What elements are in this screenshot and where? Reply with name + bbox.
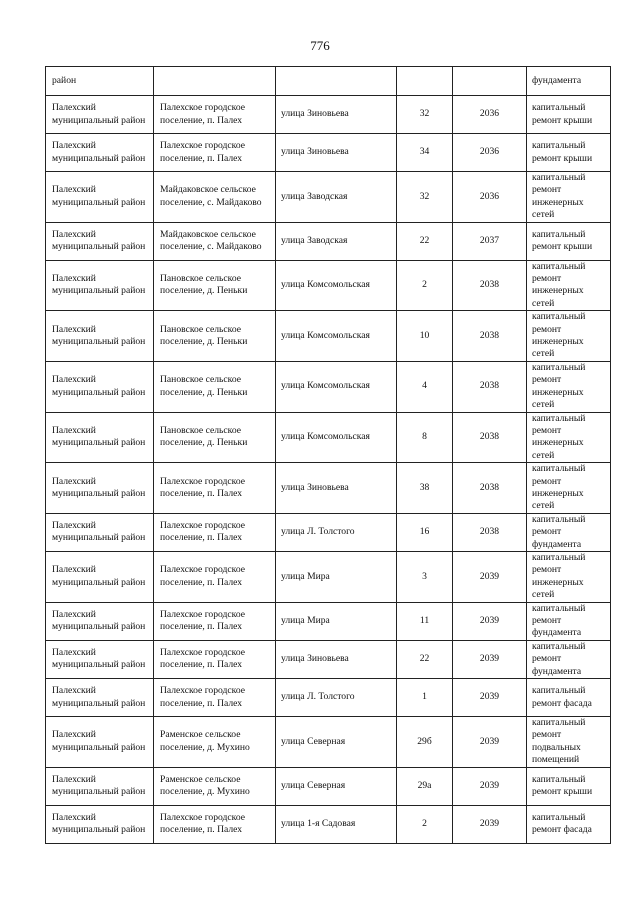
cell-settlement: Палехское городское поселение, п. Палех [154,96,276,134]
cell-settlement: Майдаковское сельское поселение, с. Майдаково [154,222,276,260]
cell-house-number: 22 [397,222,453,260]
cell-district: Палехский муниципальный район [46,96,154,134]
cell-street: улица Зиновьева [276,640,397,678]
cell-district: Палехский муниципальный район [46,551,154,602]
cell-year: 2039 [453,805,527,843]
cell-street: улица 1-я Садовая [276,805,397,843]
cell-house-number: 38 [397,463,453,514]
cell-year: 2039 [453,679,527,717]
cell-settlement [154,67,276,96]
cell-year [453,67,527,96]
cell-house-number: 32 [397,96,453,134]
cell-settlement: Пановское сельское поселение, д. Пеньки [154,311,276,362]
cell-settlement: Майдаковское сельское поселение, с. Майдаково [154,172,276,223]
table-row [46,361,611,412]
cell-street: улица Мира [276,602,397,640]
cell-work-type: капитальный ремонт инженерных сетей [527,412,611,463]
cell-street: улица Зиновьева [276,463,397,514]
cell-district: Палехский муниципальный район [46,602,154,640]
cell-year: 2038 [453,260,527,311]
cell-year: 2038 [453,361,527,412]
cell-house-number: 29б [397,717,453,768]
table-body [46,67,611,844]
cell-settlement: Палехское городское поселение, п. Палех [154,805,276,843]
cell-work-type: капитальный ремонт крыши [527,222,611,260]
cell-street: улица Северная [276,717,397,768]
cell-district: Палехский муниципальный район [46,640,154,678]
cell-year: 2039 [453,767,527,805]
cell-street: улица Комсомольская [276,311,397,362]
cell-settlement: Палехское городское поселение, п. Палех [154,134,276,172]
cell-house-number: 10 [397,311,453,362]
cell-year: 2039 [453,551,527,602]
cell-house-number: 4 [397,361,453,412]
cell-street: улица Северная [276,767,397,805]
table-row [46,551,611,602]
cell-settlement: Палехское городское поселение, п. Палех [154,551,276,602]
cell-work-type: капитальный ремонт инженерных сетей [527,463,611,514]
cell-house-number [397,67,453,96]
cell-settlement: Раменское сельское поселение, д. Мухино [154,767,276,805]
cell-work-type: капитальный ремонт фундамента [527,640,611,678]
cell-work-type: капитальный ремонт инженерных сетей [527,361,611,412]
cell-work-type: капитальный ремонт инженерных сетей [527,551,611,602]
housing-repair-table [45,66,611,844]
cell-street: улица Комсомольская [276,361,397,412]
cell-district: Палехский муниципальный район [46,513,154,551]
cell-house-number: 29а [397,767,453,805]
cell-settlement: Палехское городское поселение, п. Палех [154,463,276,514]
cell-settlement: Раменское сельское поселение, д. Мухино [154,717,276,768]
cell-settlement: Палехское городское поселение, п. Палех [154,602,276,640]
cell-year: 2036 [453,96,527,134]
cell-work-type: капитальный ремонт инженерных сетей [527,311,611,362]
cell-house-number: 8 [397,412,453,463]
page-number: 776 [310,38,330,53]
cell-street: улица Комсомольская [276,260,397,311]
cell-year: 2036 [453,172,527,223]
cell-district: Палехский муниципальный район [46,412,154,463]
table-row [46,96,611,134]
cell-street [276,67,397,96]
cell-year: 2038 [453,513,527,551]
cell-district: Палехский муниципальный район [46,311,154,362]
table-row [46,640,611,678]
cell-street: улица Зиновьева [276,134,397,172]
cell-work-type: капитальный ремонт фундамента [527,602,611,640]
cell-house-number: 1 [397,679,453,717]
table-row [46,805,611,843]
cell-year: 2038 [453,463,527,514]
cell-district: Палехский муниципальный район [46,134,154,172]
cell-year: 2039 [453,717,527,768]
cell-work-type: капитальный ремонт фасада [527,805,611,843]
table-row [46,602,611,640]
table-row [46,412,611,463]
cell-year: 2038 [453,311,527,362]
cell-house-number: 2 [397,260,453,311]
cell-settlement: Пановское сельское поселение, д. Пеньки [154,260,276,311]
cell-year: 2038 [453,412,527,463]
cell-district: район [46,67,154,96]
cell-district: Палехский муниципальный район [46,717,154,768]
table-row-continued [46,67,611,96]
cell-district: Палехский муниципальный район [46,767,154,805]
cell-year: 2036 [453,134,527,172]
cell-work-type: капитальный ремонт фасада [527,679,611,717]
cell-house-number: 22 [397,640,453,678]
cell-work-type: капитальный ремонт крыши [527,96,611,134]
table-row [46,767,611,805]
cell-settlement: Пановское сельское поселение, д. Пеньки [154,361,276,412]
cell-work-type: капитальный ремонт инженерных сетей [527,260,611,311]
cell-work-type: капитальный ремонт крыши [527,134,611,172]
cell-street: улица Заводская [276,172,397,223]
cell-street: улица Л. Толстого [276,513,397,551]
cell-district: Палехский муниципальный район [46,172,154,223]
cell-house-number: 16 [397,513,453,551]
cell-street: улица Мира [276,551,397,602]
cell-house-number: 2 [397,805,453,843]
cell-district: Палехский муниципальный район [46,361,154,412]
table-row [46,134,611,172]
cell-street: улица Заводская [276,222,397,260]
cell-house-number: 3 [397,551,453,602]
table-row [46,260,611,311]
cell-work-type: фундамента [527,67,611,96]
cell-house-number: 32 [397,172,453,223]
cell-year: 2039 [453,640,527,678]
table-row [46,222,611,260]
cell-work-type: капитальный ремонт крыши [527,767,611,805]
cell-district: Палехский муниципальный район [46,463,154,514]
cell-street: улица Л. Толстого [276,679,397,717]
cell-settlement: Пановское сельское поселение, д. Пеньки [154,412,276,463]
cell-district: Палехский муниципальный район [46,222,154,260]
table-row [46,172,611,223]
cell-settlement: Палехское городское поселение, п. Палех [154,679,276,717]
cell-street: улица Зиновьева [276,96,397,134]
cell-district: Палехский муниципальный район [46,679,154,717]
cell-work-type: капитальный ремонт фундамента [527,513,611,551]
table-row [46,463,611,514]
table-row [46,311,611,362]
cell-settlement: Палехское городское поселение, п. Палех [154,640,276,678]
cell-year: 2039 [453,602,527,640]
cell-house-number: 11 [397,602,453,640]
table-row [46,679,611,717]
cell-work-type: капитальный ремонт инженерных сетей [527,172,611,223]
cell-year: 2037 [453,222,527,260]
cell-house-number: 34 [397,134,453,172]
cell-work-type: капитальный ремонт подвальных помещений [527,717,611,768]
table-row [46,717,611,768]
cell-settlement: Палехское городское поселение, п. Палех [154,513,276,551]
cell-district: Палехский муниципальный район [46,805,154,843]
cell-district: Палехский муниципальный район [46,260,154,311]
table-row [46,513,611,551]
cell-street: улица Комсомольская [276,412,397,463]
